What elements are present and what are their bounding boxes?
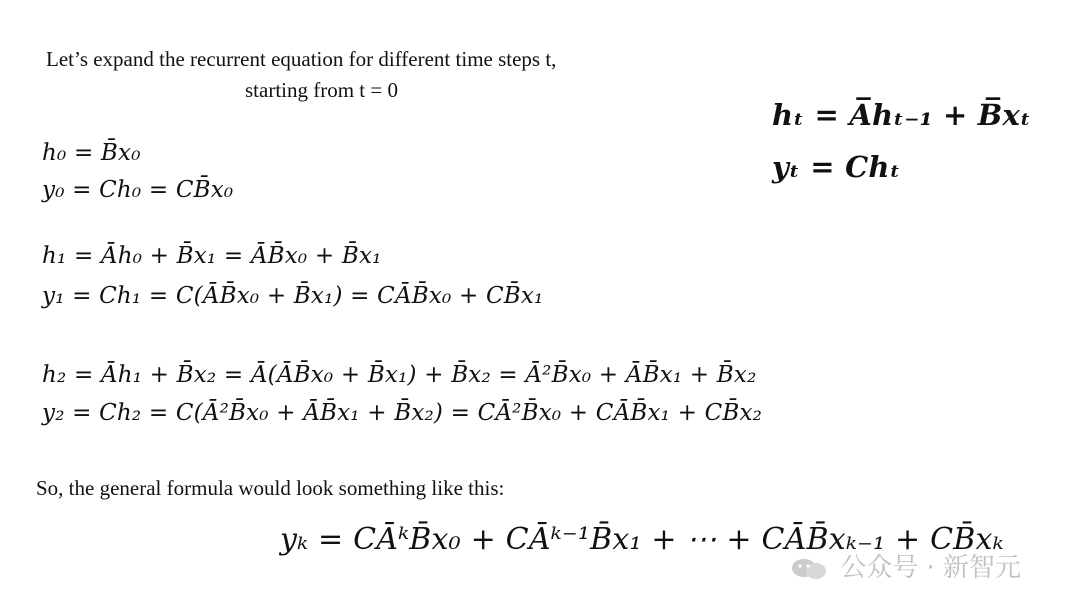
definition-h-equation: hₜ = A̅hₜ₋₁ + B̅xₜ xyxy=(772,98,1031,132)
general-caption: So, the general formula would look something like this: xyxy=(36,476,505,500)
step-2-h-equation: h₂ = Āh₁ + B̄x₂ = Ā(ĀB̄x₀ + B̄x₁) + B̄x₂ = Ā²B̄x₀ + ĀB̄x₁ + B̄x₂ xyxy=(42,362,757,388)
intro-line-2: starting from t = 0 xyxy=(245,78,398,102)
step-1-y-equation: y₁ = Ch₁ = C(ĀB̄x₀ + B̄x₁) = CĀB̄x₀ + CB̄x₁ xyxy=(42,283,544,309)
step-2-y-equation: y₂ = Ch₂ = C(Ā²B̄x₀ + ĀB̄x₁ + B̄x₂) = CĀ²B̄x₀ + CĀB̄x₁ + CB̄x₂ xyxy=(42,400,763,426)
watermark-text: 公众号 · 新智元 xyxy=(840,553,1022,583)
definition-y-equation: yₜ = Chₜ xyxy=(772,150,901,184)
step-1-h-equation: h₁ = Āh₀ + B̄x₁ = ĀB̄x₀ + B̄x₁ xyxy=(42,243,382,269)
step-0-h-equation: h₀ = B̄x₀ xyxy=(42,140,141,166)
step-0-y-equation: y₀ = Ch₀ = CB̄x₀ xyxy=(42,177,234,203)
general-formula: yₖ = CĀᵏB̄x₀ + CĀᵏ⁻¹B̄x₁ + ⋯ + CĀB̄xₖ₋₁ + CB̄xₖ xyxy=(280,522,1004,557)
intro-line-1: Let’s expand the recurrent equation for different time steps t, xyxy=(46,47,557,71)
wechat-icon xyxy=(790,558,828,580)
watermark xyxy=(790,547,1021,584)
